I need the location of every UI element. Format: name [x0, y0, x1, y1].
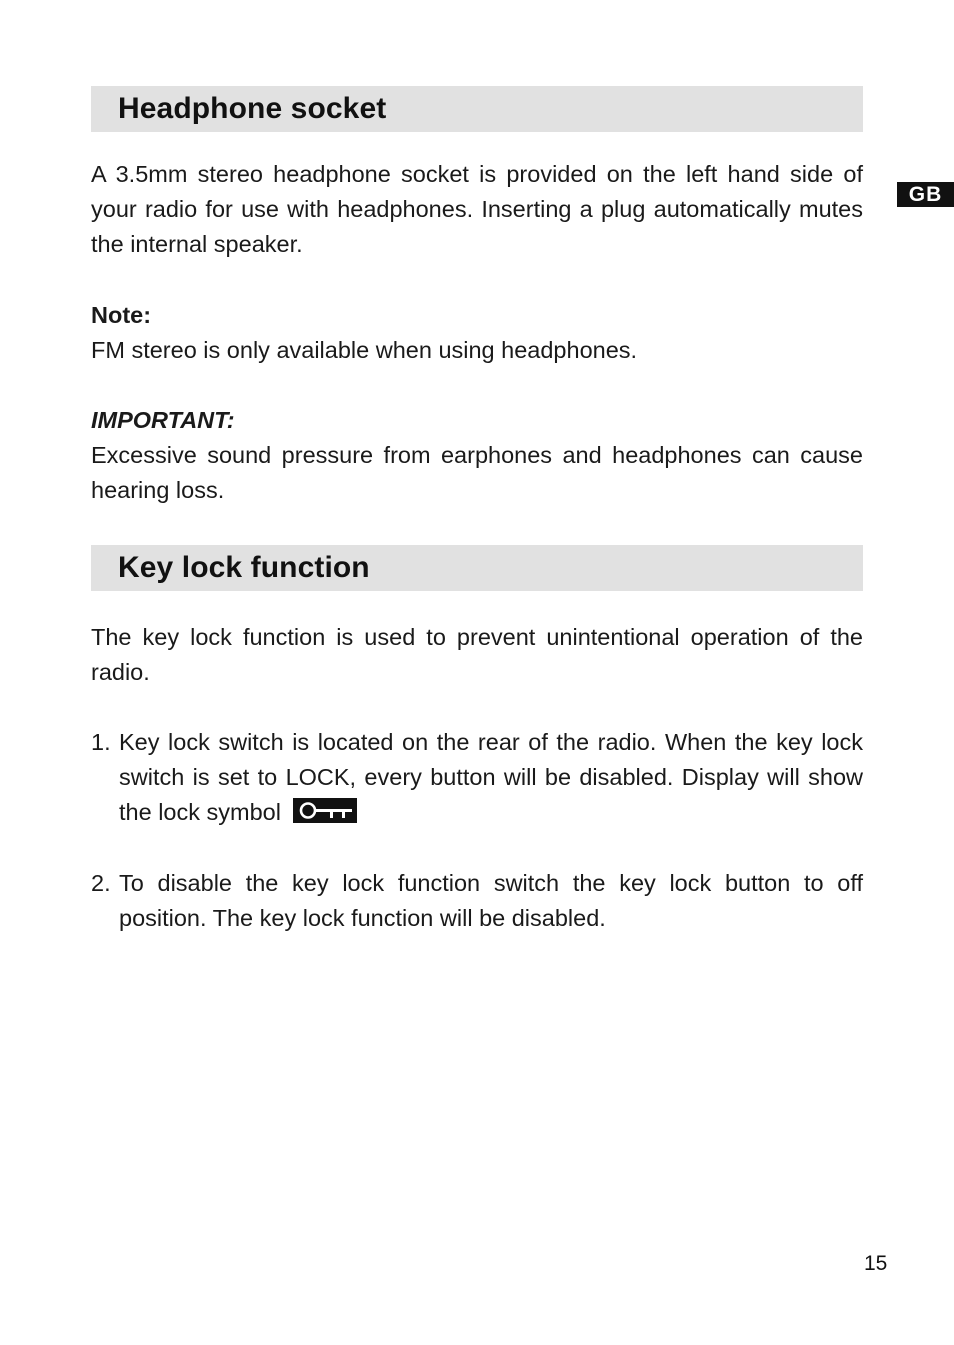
key-lock-icon: [293, 798, 357, 823]
section-title: Headphone socket: [118, 92, 387, 125]
headphone-intro-paragraph: A 3.5mm stereo headphone socket is provided on the left hand side of your radio for use with headphones. Inserting a plug automatically mutes the internal speaker.: [91, 161, 863, 258]
language-badge: GB: [897, 182, 954, 207]
keylock-intro-paragraph: The key lock function is used to prevent unintentional operation of the radio.: [91, 623, 863, 685]
section-title: Key lock function: [118, 550, 370, 584]
section-header-headphone-socket: [91, 86, 863, 132]
manual-page: [91, 86, 863, 936]
list-item: [91, 725, 863, 831]
list-item-number: 2.: [91, 869, 111, 896]
section-header-key-lock-function: [91, 545, 863, 591]
important-label: IMPORTANT:: [91, 407, 235, 434]
page-number: 15: [864, 1252, 888, 1275]
note-label: Note:: [91, 301, 152, 328]
list-item-text: Key lock switch is located on the rear of the radio. When the key lock switch is set to LOCK, every button will be disabled. Display will show the lock symbol: [119, 729, 863, 826]
list-item-text: To disable the key lock function switch the key lock button to off position. The key lock function will be disabled.: [119, 869, 863, 931]
note-text: FM stereo is only available when using headphones.: [91, 336, 638, 363]
keylock-steps-list: [91, 725, 863, 936]
list-item: [91, 866, 863, 936]
important-text: Excessive sound pressure from earphones and headphones can cause hearing loss.: [91, 442, 863, 504]
list-item-number: 1.: [91, 729, 111, 756]
